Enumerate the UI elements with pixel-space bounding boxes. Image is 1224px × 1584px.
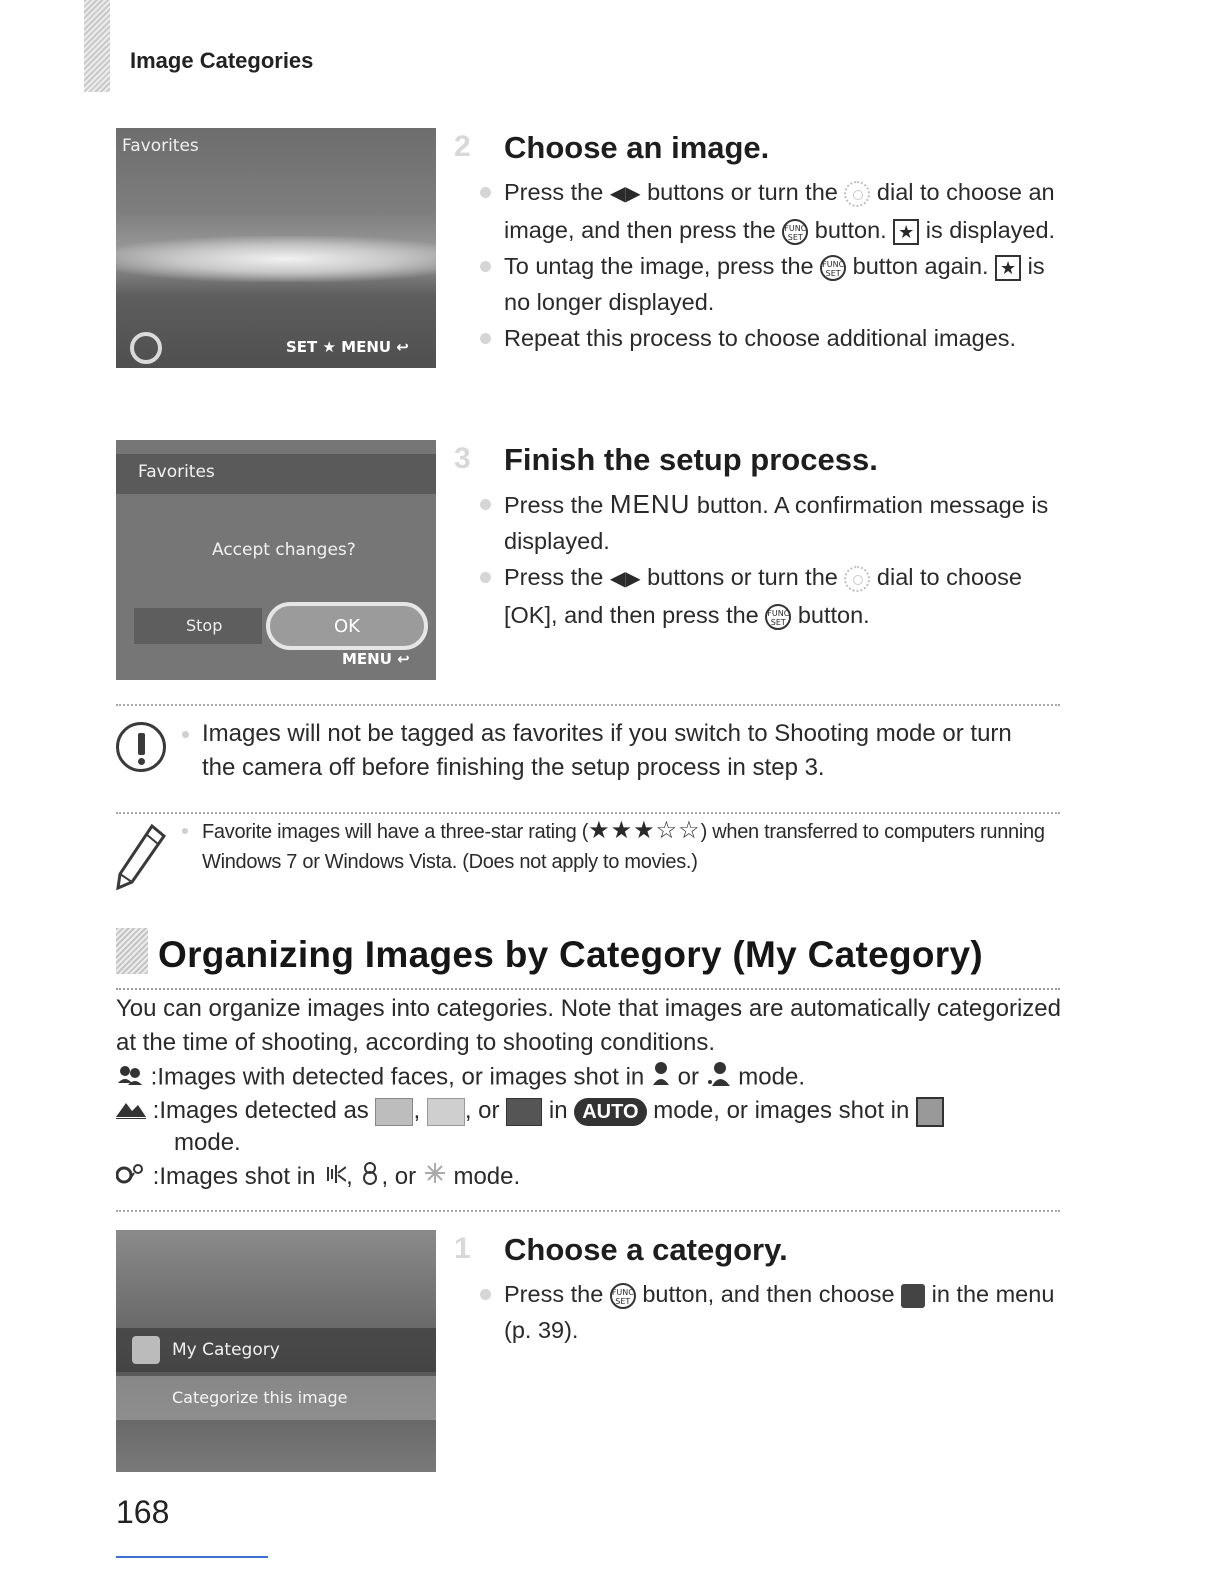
bullet-item: To untag the image, press the FUNC SET button again. ★ is no longer displayed.	[478, 248, 1058, 320]
bullet-item: Press the ◀▶ buttons or turn the dial to choose [OK], and then press the FUNC SET button.	[478, 559, 1058, 633]
star-rating-icon: ★★★☆☆	[588, 817, 701, 844]
smart-shutter-mode-icon	[322, 1161, 346, 1195]
snow-mode-icon	[359, 1161, 381, 1195]
pencil-icon	[112, 820, 168, 892]
left-right-buttons-icon: ◀▶	[609, 567, 641, 590]
category-events-line: :Images shot in , , or mode.	[116, 1160, 520, 1195]
landscape-scene-icon	[427, 1098, 465, 1126]
caution-item: Images will not be tagged as favorites if you switch to Shooting mode or turn the camera off before finishing the setup process in step 3.	[180, 717, 1050, 785]
scenery-category-icon	[116, 1095, 146, 1129]
screen-label: Favorites	[122, 136, 199, 156]
ok-option: OK	[266, 602, 428, 650]
favorites-confirm-screen	[116, 440, 436, 680]
page-header-title: Image Categories	[130, 48, 314, 73]
people-category-icon	[116, 1061, 144, 1095]
section-intro: You can organize images into categories. Note that images are automatically categorized at the time of shooting, according to shooting conditions.	[116, 995, 1061, 1056]
step-title: Finish the setup process.	[504, 442, 878, 477]
category-scenery-line-cont: mode.	[174, 1129, 241, 1156]
step-title: Choose a category.	[504, 1232, 788, 1267]
control-dial-icon	[844, 566, 870, 592]
events-category-icon	[116, 1161, 146, 1195]
favorites-select-screen	[116, 128, 436, 368]
auto-mode-icon: AUTO	[574, 1098, 646, 1126]
bullet-item: Repeat this process to choose additional images.	[478, 320, 1058, 356]
func-set-icon: FUNC SET	[782, 219, 808, 245]
category-scenery-line: :Images detected as , , or in AUTO mode, or images shot in	[116, 1094, 944, 1129]
control-dial-icon	[844, 181, 870, 207]
bullet-item: Press the ◀▶ buttons or turn the dial to choose an image, and then press the FUNC SET button. ★ is displayed.	[478, 174, 1058, 248]
func-set-icon: FUNC SET	[820, 255, 846, 281]
header-tab-marker	[84, 0, 110, 92]
screen-bottom-bar: SET ★ MENU ↩	[286, 338, 409, 356]
divider	[116, 812, 1060, 814]
footer-line	[116, 1556, 268, 1558]
left-right-buttons-icon: ◀▶	[609, 182, 641, 205]
category-people-line: :Images with detected faces, or images shot in or mode.	[116, 1060, 805, 1096]
step-title: Choose an image.	[504, 130, 770, 165]
step-bullets	[478, 1276, 1058, 1348]
screen-label: Favorites	[138, 462, 215, 482]
menu-back-label: MENU ↩	[342, 650, 410, 668]
night-scene-icon	[506, 1098, 542, 1126]
my-category-screen	[116, 1230, 436, 1472]
my-category-icon	[132, 1336, 160, 1364]
func-set-icon: FUNC SET	[765, 604, 791, 630]
favorite-star-icon: ★	[893, 219, 919, 245]
screen-highlight	[116, 236, 436, 282]
section-corner-marker	[116, 928, 148, 974]
confirm-message: Accept changes?	[212, 540, 356, 560]
divider	[116, 704, 1060, 706]
bullet-item: Press the MENU button. A confirmation message is displayed.	[478, 486, 1058, 559]
landscape-mode-icon	[916, 1097, 944, 1127]
fireworks-mode-icon	[423, 1161, 447, 1195]
my-category-icon	[901, 1284, 925, 1308]
step-number: 3	[454, 442, 471, 475]
favorite-ring-icon	[130, 332, 162, 364]
portrait-mode-icon	[651, 1061, 671, 1095]
night-portrait-scene-icon	[375, 1098, 413, 1126]
page-number: 168	[116, 1494, 170, 1530]
step-number: 2	[454, 130, 471, 163]
step-bullets	[478, 486, 1058, 633]
menu-item-label: Categorize this image	[172, 1388, 348, 1407]
tip-note	[180, 816, 1060, 877]
caution-note	[180, 717, 1050, 785]
kids-pets-mode-icon	[706, 1060, 732, 1096]
menu-item-label: My Category	[172, 1340, 280, 1360]
menu-button-label: MENU	[609, 489, 691, 519]
favorite-star-icon: ★	[995, 255, 1021, 281]
caution-icon	[116, 722, 166, 772]
tip-item: Favorite images will have a three-star rating (★★★☆☆) when transferred to computers running Windows 7 or Windows Vista. (Does not apply to movies.)	[180, 816, 1060, 877]
stop-option: Stop	[134, 608, 262, 644]
section-heading: Organizing Images by Category (My Category)	[158, 934, 984, 975]
step-bullets	[478, 174, 1058, 356]
bullet-item: Press the FUNC SET button, and then choose in the menu (p. 39).	[478, 1276, 1058, 1348]
step-number: 1	[454, 1232, 471, 1265]
divider	[116, 1210, 1060, 1212]
func-set-icon: FUNC SET	[610, 1283, 636, 1309]
